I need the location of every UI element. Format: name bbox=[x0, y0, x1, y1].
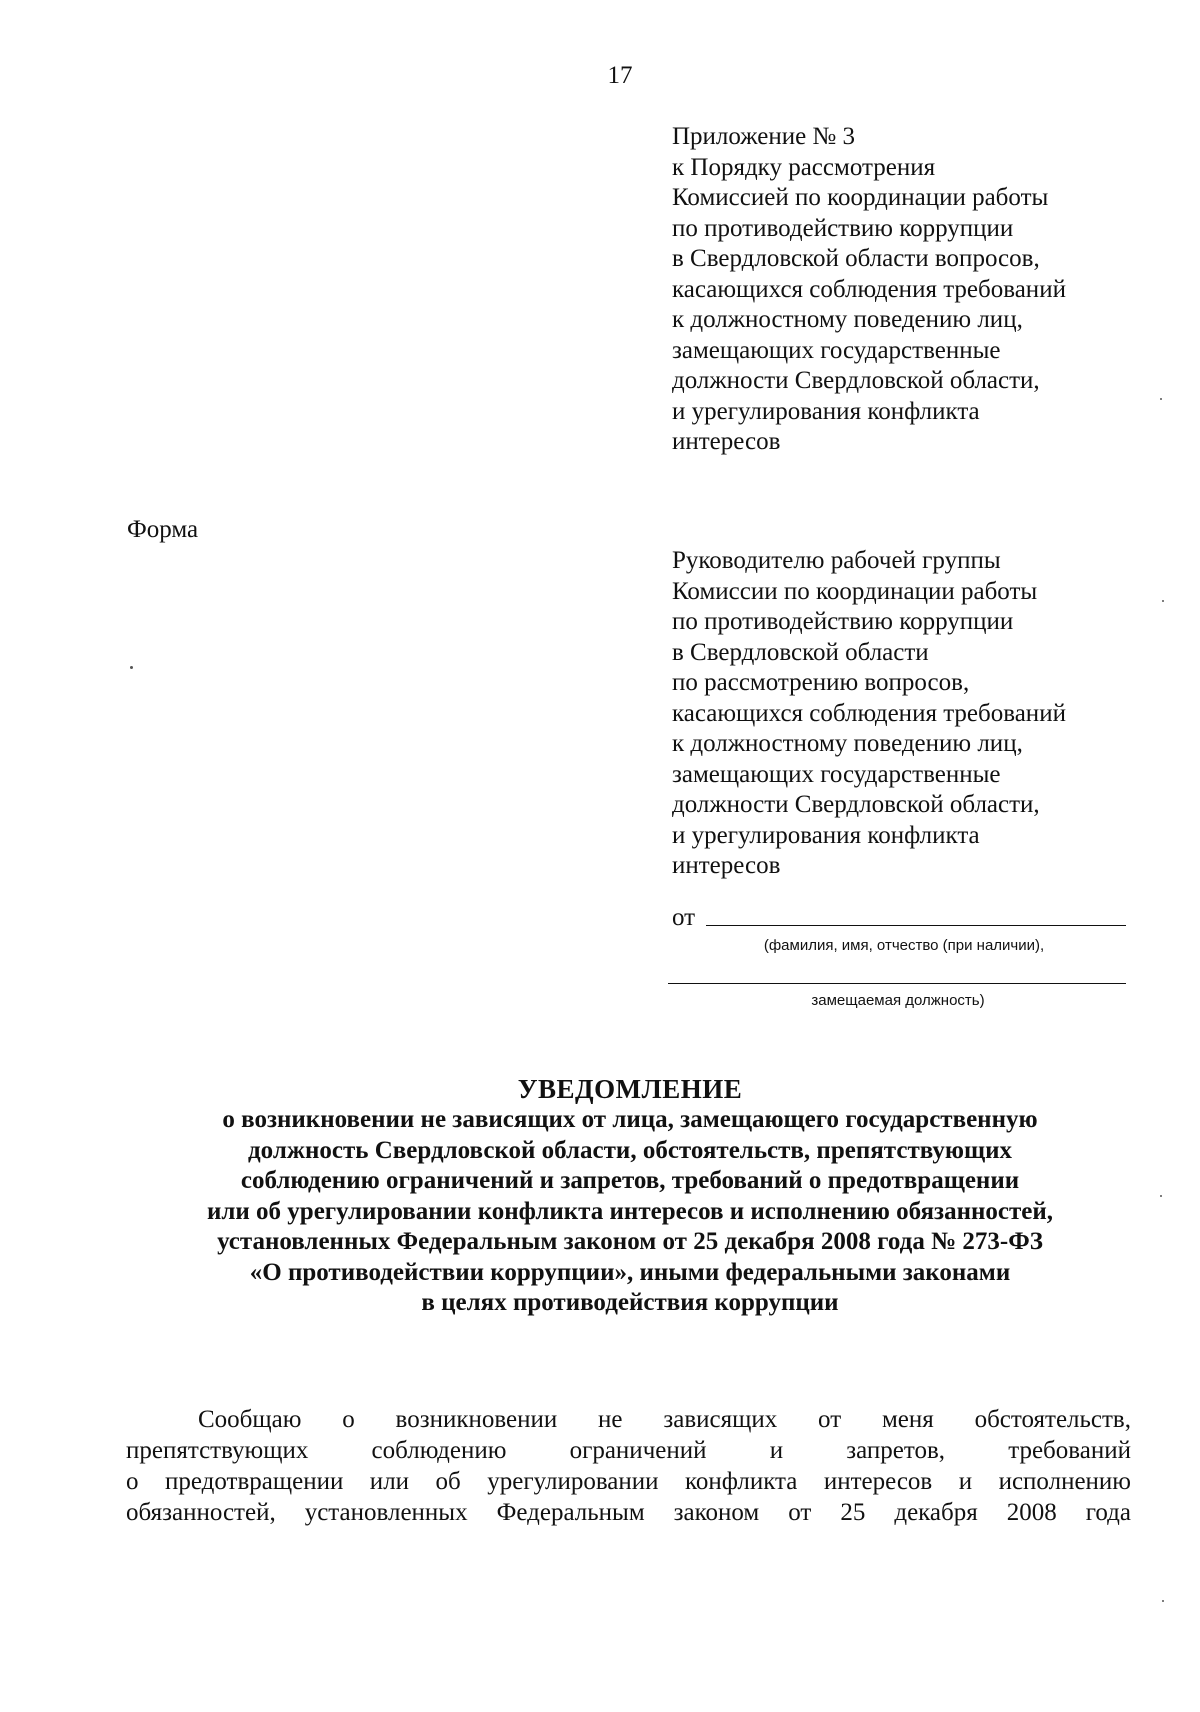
addressee-line: интересов bbox=[672, 852, 781, 879]
addressee-line: в Свердловской области bbox=[672, 638, 929, 666]
form-label: Форма bbox=[127, 516, 199, 543]
scan-speck bbox=[1160, 398, 1162, 400]
body-line: препятствующих соблюдению ограничений и запретов, требований bbox=[126, 1437, 1131, 1464]
appendix-line: должности Свердловской области, bbox=[672, 367, 1040, 394]
addressee-line: к должностному поведению лиц, bbox=[672, 730, 1023, 757]
appendix-line: Комиссией по координации работы bbox=[672, 184, 1049, 211]
addressee-line: и урегулирования конфликта bbox=[672, 821, 980, 849]
appendix-line: касающихся соблюдения требований bbox=[672, 275, 1066, 303]
body-paragraph bbox=[126, 1404, 1131, 1528]
scan-speck bbox=[130, 666, 133, 669]
subtitle-line: установленных Федеральным законом от 25 декабря 2008 года № 273-ФЗ bbox=[217, 1228, 1043, 1255]
appendix-line: и урегулирования конфликта bbox=[672, 397, 980, 425]
name-field-caption: (фамилия, имя, отчество (при наличии), bbox=[763, 937, 1045, 954]
from-label: от bbox=[672, 904, 696, 931]
addressee-line: Комиссии по координации работы bbox=[672, 577, 1038, 605]
scan-speck bbox=[1162, 600, 1164, 602]
addressee-line: Руководителю рабочей группы bbox=[672, 547, 1001, 574]
body-line: о предотвращении или об урегулировании конфликта интересов и исполнению bbox=[126, 1468, 1131, 1495]
addressee-line: замещающих государственные bbox=[672, 760, 1001, 788]
position-field-caption: замещаемая должность) bbox=[811, 992, 985, 1009]
appendix-header bbox=[672, 122, 1152, 458]
subtitle-line: или об урегулировании конфликта интересов и исполнению обязанностей, bbox=[206, 1197, 1054, 1225]
addressee-line: по рассмотрению вопросов, bbox=[672, 669, 970, 696]
appendix-line: интересов bbox=[672, 428, 781, 455]
addressee-block bbox=[672, 546, 1152, 882]
body-line: обязанностей, установленных Федеральным законом от 25 декабря 2008 года bbox=[126, 1499, 1131, 1526]
body-line: Сообщаю о возникновении не зависящих от меня обстоятельств, bbox=[198, 1406, 1131, 1433]
subtitle-line: в целях противодействия коррупции bbox=[421, 1289, 839, 1316]
appendix-line: к Порядку рассмотрения bbox=[672, 153, 936, 181]
appendix-line: к должностному поведению лиц, bbox=[672, 306, 1023, 333]
position-fill-line[interactable] bbox=[668, 983, 1126, 984]
appendix-line: Приложение № 3 bbox=[672, 123, 856, 150]
name-fill-line[interactable] bbox=[706, 925, 1126, 926]
subtitle-line: должность Свердловской области, обстоятельств, препятствующих bbox=[248, 1136, 1012, 1164]
scan-speck bbox=[1162, 1600, 1164, 1602]
appendix-line: замещающих государственные bbox=[672, 336, 1001, 364]
subtitle-line: о возникновении не зависящих от лица, замещающего государственную bbox=[222, 1106, 1038, 1133]
scan-speck bbox=[1160, 1195, 1162, 1197]
subtitle-line: соблюдению ограничений и запретов, требований о предотвращении bbox=[240, 1167, 1020, 1194]
subtitle-line: «О противодействии коррупции», иными федеральными законами bbox=[249, 1258, 1011, 1286]
addressee-line: должности Свердловской области, bbox=[672, 791, 1040, 818]
notice-title: УВЕДОМЛЕНИЕ bbox=[517, 1074, 743, 1104]
appendix-line: по противодействию коррупции bbox=[672, 214, 1014, 242]
addressee-line: касающихся соблюдения требований bbox=[672, 699, 1066, 727]
page-number: 17 bbox=[607, 62, 633, 89]
addressee-line: по противодействию коррупции bbox=[672, 608, 1014, 635]
appendix-line: в Свердловской области вопросов, bbox=[672, 245, 1040, 272]
notice-subtitle bbox=[80, 1105, 1180, 1319]
